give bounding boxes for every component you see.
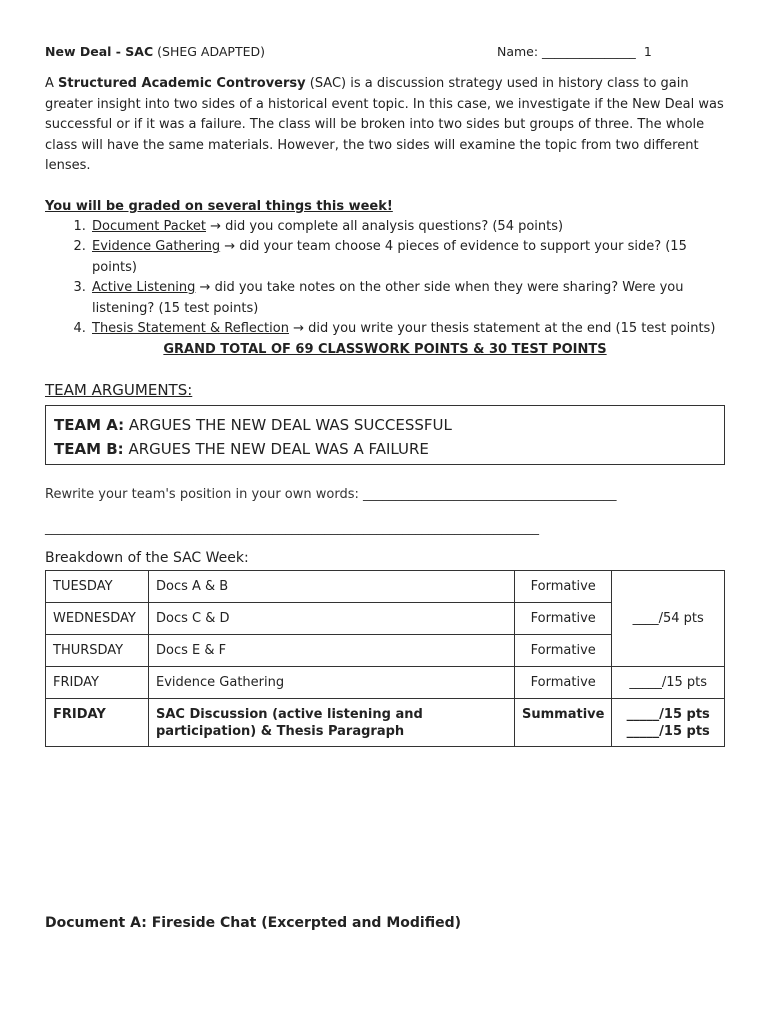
table-row <box>46 666 725 698</box>
worksheet-page <box>45 44 725 747</box>
team-a-line <box>54 413 716 437</box>
table-row <box>46 570 725 602</box>
week-breakdown-table <box>45 570 725 747</box>
type-cell: Formative <box>515 570 612 602</box>
intro-rest: (SAC) is a discussion strategy used in history class to gain greater insight into two sides of a historical event topic. In this case, we investigate if the New Deal was successful or if it was a failure. The class will be broken into two sides but groups of three. The whole class will have the same materials. However, the two sides will examine the topic from two different lenses. <box>45 76 724 173</box>
page-number: 1 <box>643 44 652 59</box>
task-cell: Docs E & F <box>149 634 515 666</box>
table-row <box>46 698 725 746</box>
grading-term: Document Packet <box>92 218 207 234</box>
grading-desc: → did you take notes on the other side when they were sharing? Were you listening? (15 test points) <box>92 280 684 316</box>
type-cell: Summative <box>515 698 612 746</box>
document-a-title: Document A: Fireside Chat (Excerpted and Modified) <box>45 915 461 931</box>
docs-points-cell: ____/54 pts <box>612 570 725 666</box>
breakdown-heading: Breakdown of the SAC Week: <box>45 549 249 566</box>
thesis-points: _____/15 pts <box>626 723 710 739</box>
day-cell: TUESDAY <box>46 570 149 602</box>
task-cell: Docs C & D <box>149 602 515 634</box>
grading-item <box>90 217 725 238</box>
name-field <box>497 44 652 59</box>
task-cell: SAC Discussion (active listening and participation) & Thesis Paragraph <box>149 698 515 746</box>
discussion-points: _____/15 pts <box>626 706 710 722</box>
team-b-line <box>54 437 716 461</box>
type-cell: Formative <box>515 602 612 634</box>
grading-list <box>45 217 725 340</box>
grading-desc: → did you complete all analysis questions? (54 points) <box>206 218 564 234</box>
type-cell: Formative <box>515 666 612 698</box>
team-a-text: ARGUES THE NEW DEAL WAS SUCCESSFUL <box>124 415 452 434</box>
type-cell: Formative <box>515 634 612 666</box>
rewrite-prompt[interactable]: Rewrite your team's position in your own words: _______________________________________ <box>45 486 617 502</box>
grading-desc: → did you write your thesis statement at the end (15 test points) <box>288 321 716 336</box>
task-cell: Evidence Gathering <box>149 666 515 698</box>
points-cell <box>612 698 725 746</box>
title-main: New Deal - SAC <box>45 44 154 59</box>
grading-term: Active Listening <box>92 280 196 295</box>
day-cell: FRIDAY <box>46 666 149 698</box>
task-cell: Docs A & B <box>149 570 515 602</box>
team-arguments-heading: TEAM ARGUMENTS: <box>45 380 193 399</box>
grading-heading: You will be graded on several things this week! <box>45 198 393 214</box>
intro-paragraph <box>45 74 725 177</box>
intro-lead: A <box>45 76 59 91</box>
worksheet-title <box>45 44 265 59</box>
team-b-label: TEAM B: <box>54 439 124 458</box>
grading-item <box>90 237 725 278</box>
page-header <box>45 44 725 64</box>
team-b-text: ARGUES THE NEW DEAL WAS A FAILURE <box>123 439 429 458</box>
team-a-label: TEAM A: <box>54 415 125 434</box>
day-cell: WEDNESDAY <box>46 602 149 634</box>
grading-desc: → did your team choose 4 pieces of evidence to support your side? (15 points) <box>92 239 687 275</box>
intro-term: Structured Academic Controversy <box>58 76 306 91</box>
team-arguments-box <box>45 405 725 465</box>
grading-item <box>90 278 725 319</box>
title-subtitle: (SHEG ADAPTED) <box>153 44 265 59</box>
grading-term: Evidence Gathering <box>92 239 221 254</box>
grand-total: GRAND TOTAL OF 69 CLASSWORK POINTS & 30 TEST POINTS <box>163 341 607 357</box>
day-cell: THURSDAY <box>46 634 149 666</box>
points-cell: _____/15 pts <box>612 666 725 698</box>
rewrite-blank-line[interactable]: ____________________________________________________________________________ <box>45 520 539 536</box>
name-label: Name: _______________ <box>497 44 636 59</box>
grading-term: Thesis Statement & Reflection <box>92 321 289 336</box>
day-cell: FRIDAY <box>46 698 149 746</box>
grading-item <box>90 319 725 340</box>
